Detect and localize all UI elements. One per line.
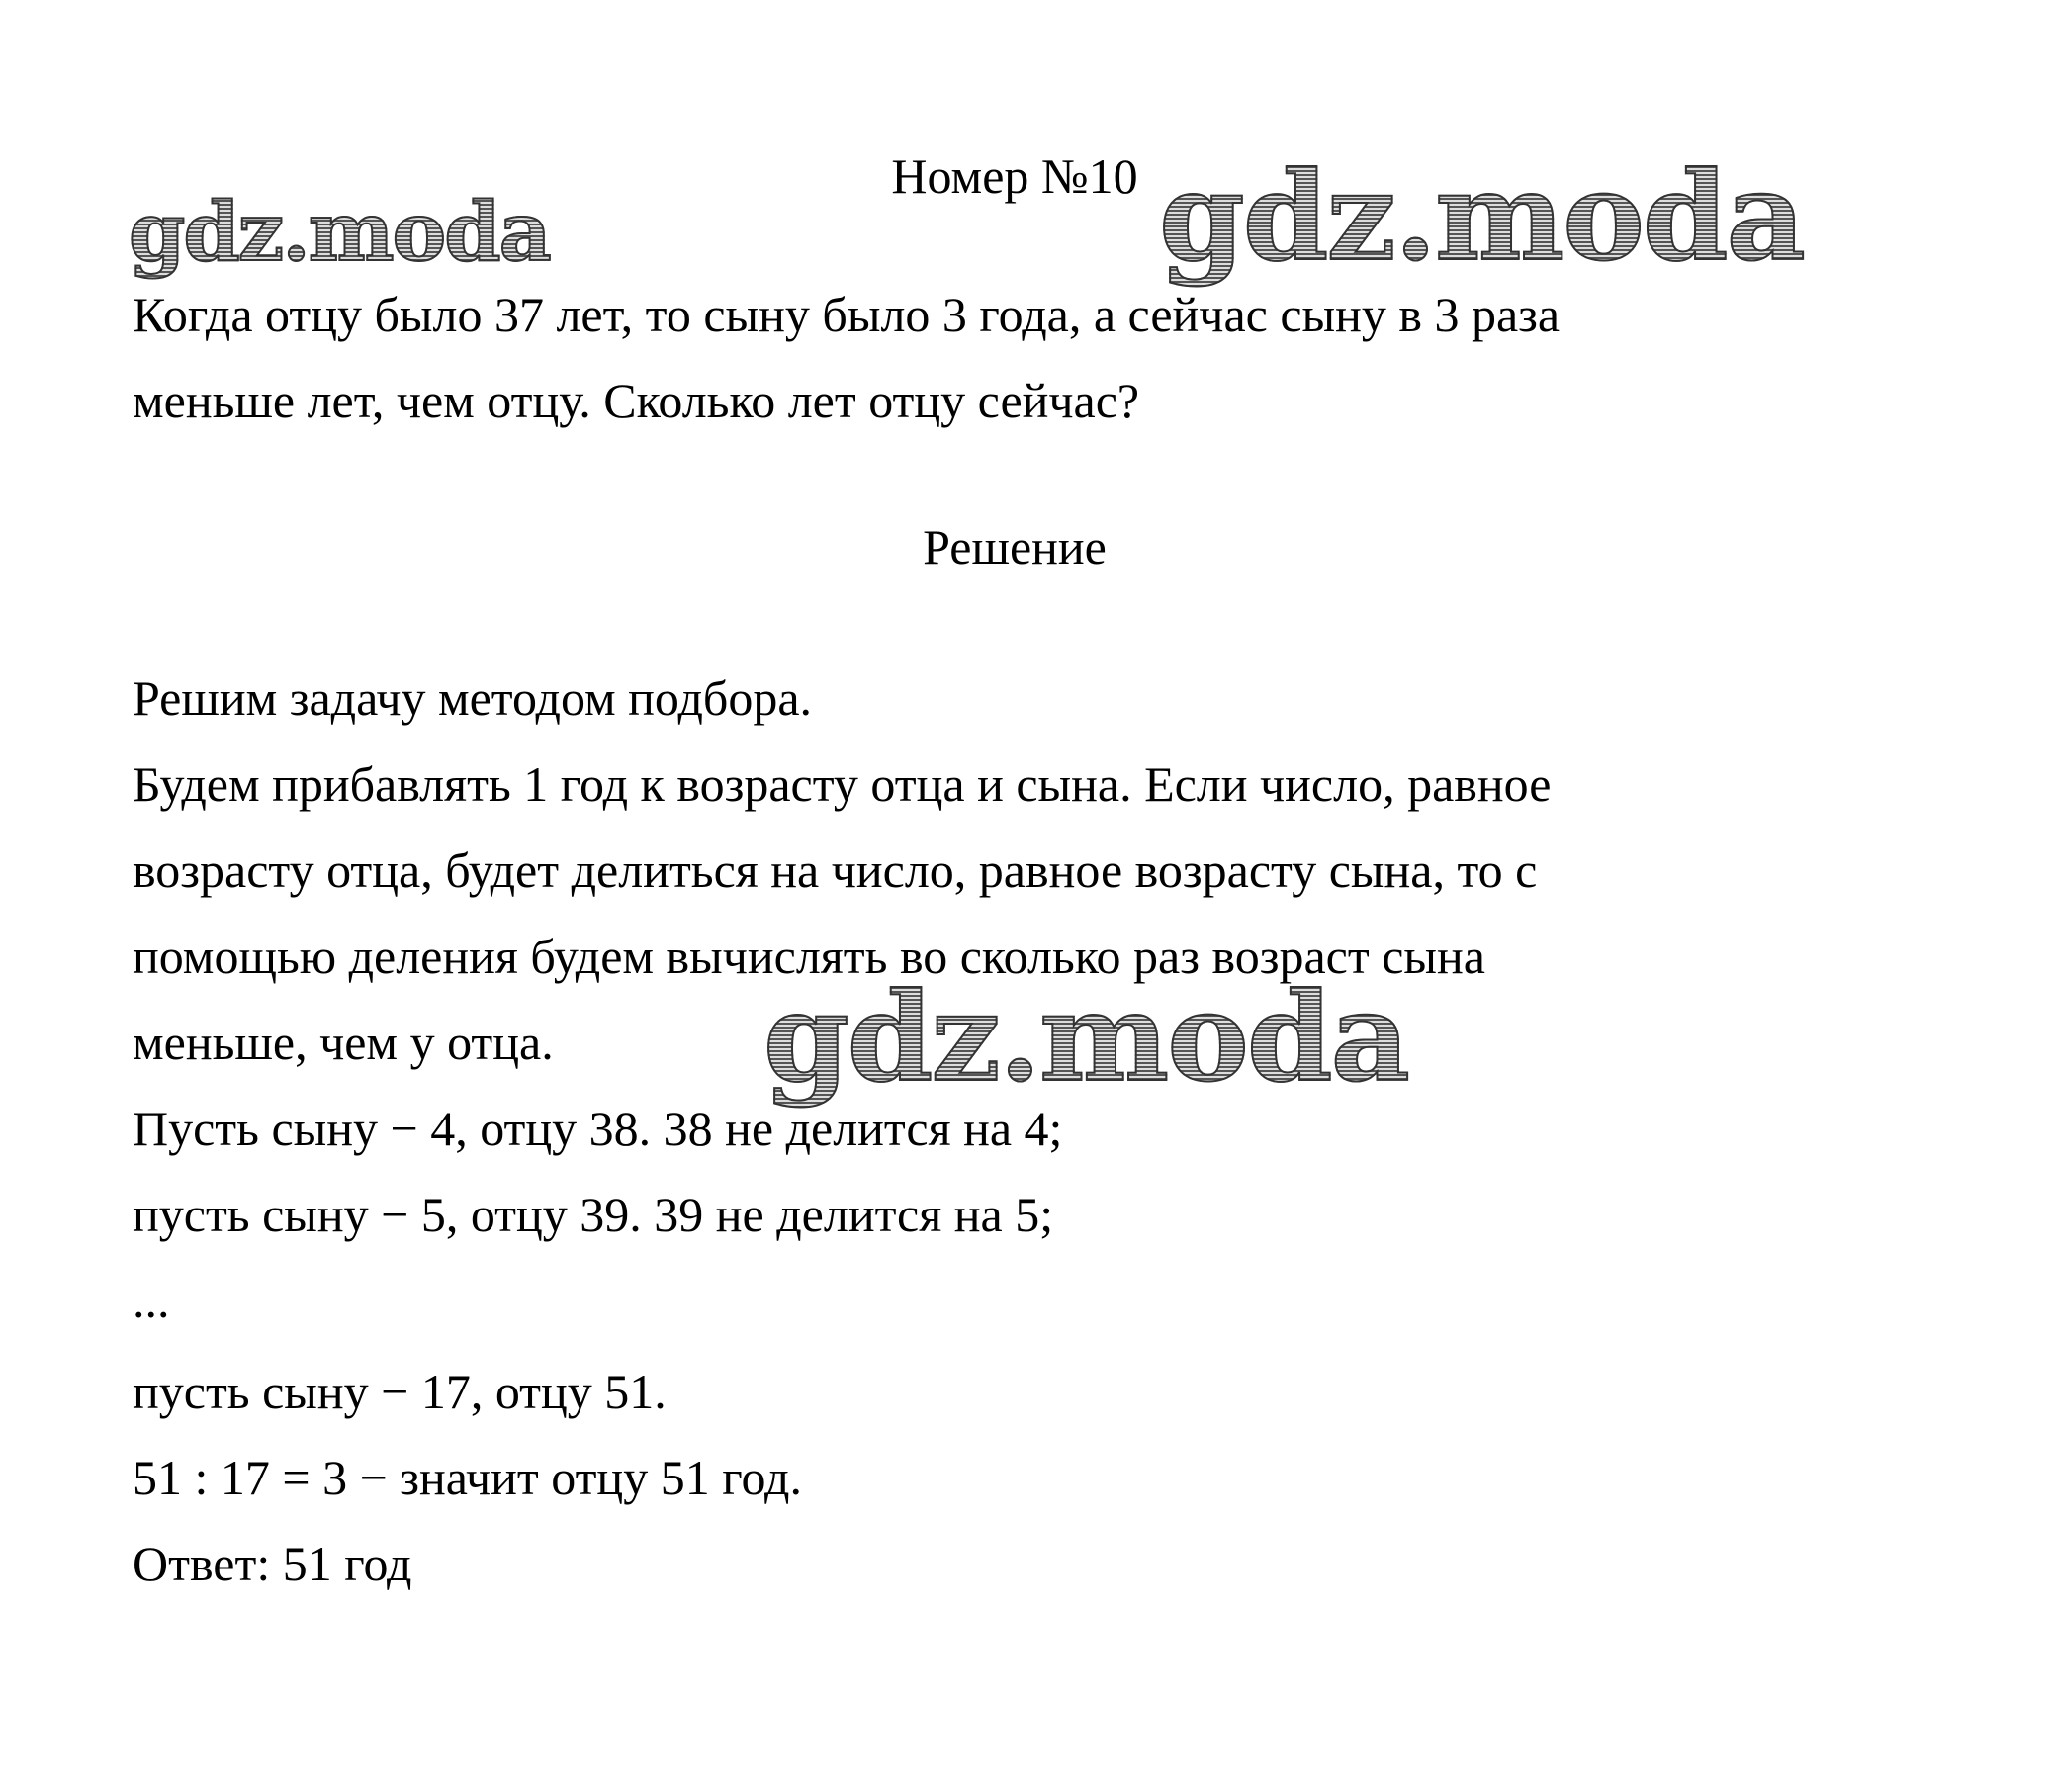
solution-line: Решим задачу методом подбора. [133, 671, 813, 726]
watermark-logo: gdz.moda [763, 966, 1408, 1110]
solution-line: пусть сыну − 17, отцу 51. [133, 1364, 667, 1419]
solution-line: меньше, чем у отца. [133, 1015, 554, 1070]
problem-text-line: Когда отцу было 37 лет, то сыну было 3 года, а сейчас сыну в 3 раза [133, 287, 1561, 342]
watermark-logo: gdz.moda [129, 185, 550, 280]
solution-heading: Решение [923, 519, 1107, 575]
solution-line: 51 : 17 = 3 − значит отцу 51 год. [133, 1450, 802, 1505]
solution-line: возрасту отца, будет делиться на число, равное возрасту сына, то с [133, 843, 1538, 898]
solution-line: пусть сыну − 5, отцу 39. 39 не делится на 5; [133, 1187, 1054, 1242]
solution-line: Пусть сыну − 4, отцу 38. 38 не делится на 4; [133, 1101, 1063, 1156]
solution-line: Будем прибавлять 1 год к возрасту отца и сына. Если число, равное [133, 757, 1552, 812]
problem-text-line: меньше лет, чем отцу. Сколько лет отцу сейчас? [133, 373, 1140, 428]
solution-line: помощью деления будем вычислять во сколько раз возраст сына [133, 929, 1485, 984]
watermark-logo: gdz.moda [1159, 145, 1804, 289]
solution-line: ... [133, 1273, 170, 1328]
problem-title: Номер №10 [891, 148, 1138, 204]
answer-line: Ответ: 51 год [133, 1536, 412, 1591]
